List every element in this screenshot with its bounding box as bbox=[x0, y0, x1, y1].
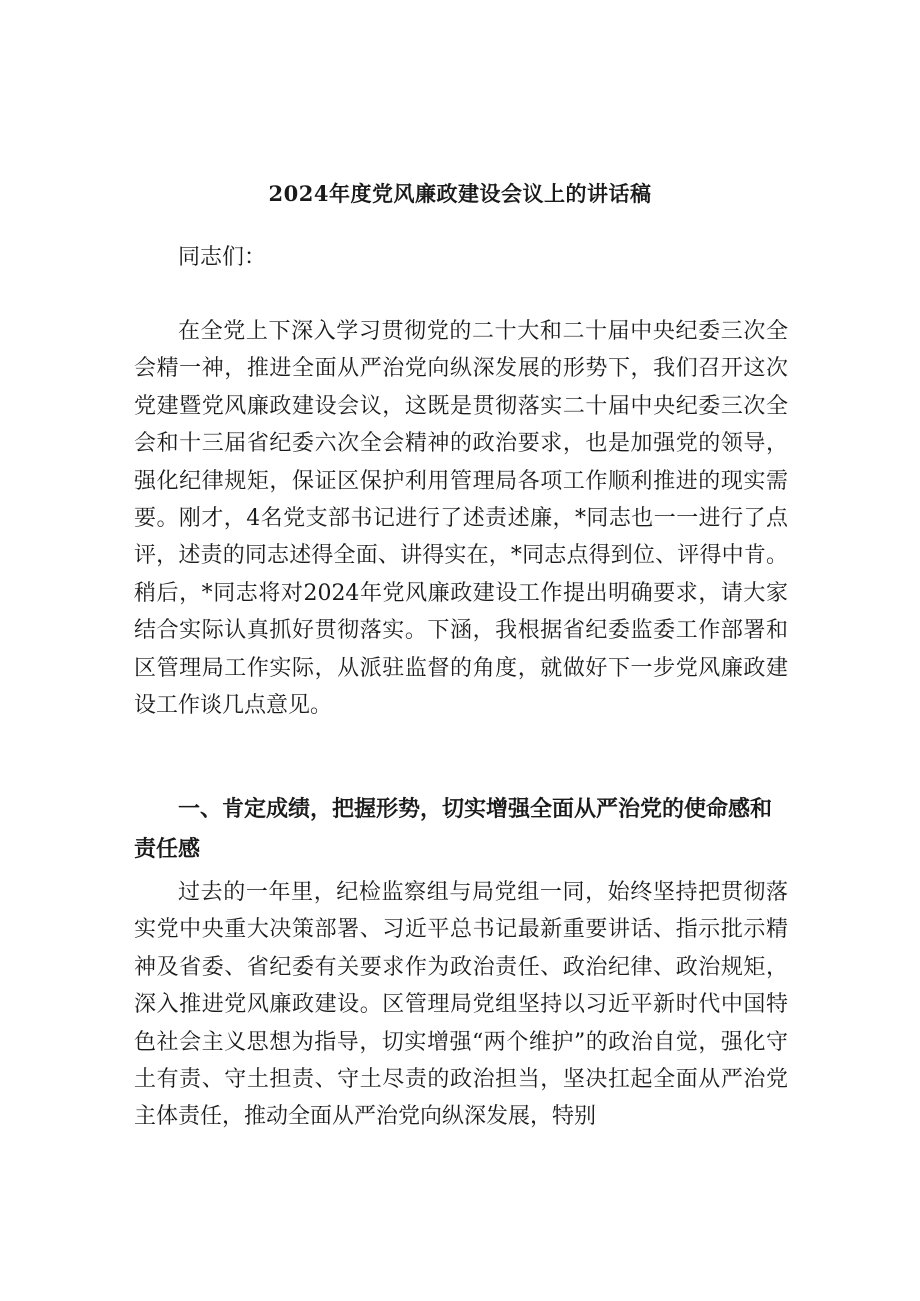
paragraph-intro: 在全党上下深入学习贯彻党的二十大和二十届中央纪委三次全会精一神，推进全面从严治党向纵深发展的形势下，我们召开这次党建暨党风廉政建设会议，这既是贯彻落实二十届中央纪委三次全会和十三届省纪委六次全会精神的政治要求，也是加强党的领导，强化纪律规矩，保证区保护利用管理局各项工作顺利推进的现实需要。刚才，4名党支部书记进行了述责述廉，*同志也一一进行了点评，述责的同志述得全面、讲得实在，*同志点得到位、评得中肯。稍后，*同志将对2024年党风廉政建设工作提出明确要求，请大家结合实际认真抓好贯彻落实。下涵，我根据省纪委监委工作部署和区管理局工作实际，从派驻监督的角度，就做好下一步党风廉政建设工作谈几点意见。 bbox=[134, 319, 788, 719]
document-title: 2024年度党风廉政建设会议上的讲话稿 bbox=[268, 181, 652, 206]
greeting: 同志们： bbox=[178, 245, 267, 270]
paragraph-section-1: 过去的一年里，纪检监察组与局党组一同，始终坚持把贯彻落实党中央重大决策部署、习近平总书记最新重要讲话、指示批示精神及省委、省纪委有关要求作为政治责任、政治纪律、政治规矩，深入推进党风廉政建设。区管理局党组坚持以习近平新时代中国特色社会主义思想为指导，切实增强“两个维护”的政治自觉，强化守土有责、守土担责、守土尽责的政治担当，坚决扛起全面从严治党主体责任，推动全面从严治党向纵深发展，特别 bbox=[134, 880, 788, 1130]
section-heading-1: 一、肯定成绩，把握形势，切实增强全面从严治党的使命感和责任感 bbox=[134, 797, 773, 862]
